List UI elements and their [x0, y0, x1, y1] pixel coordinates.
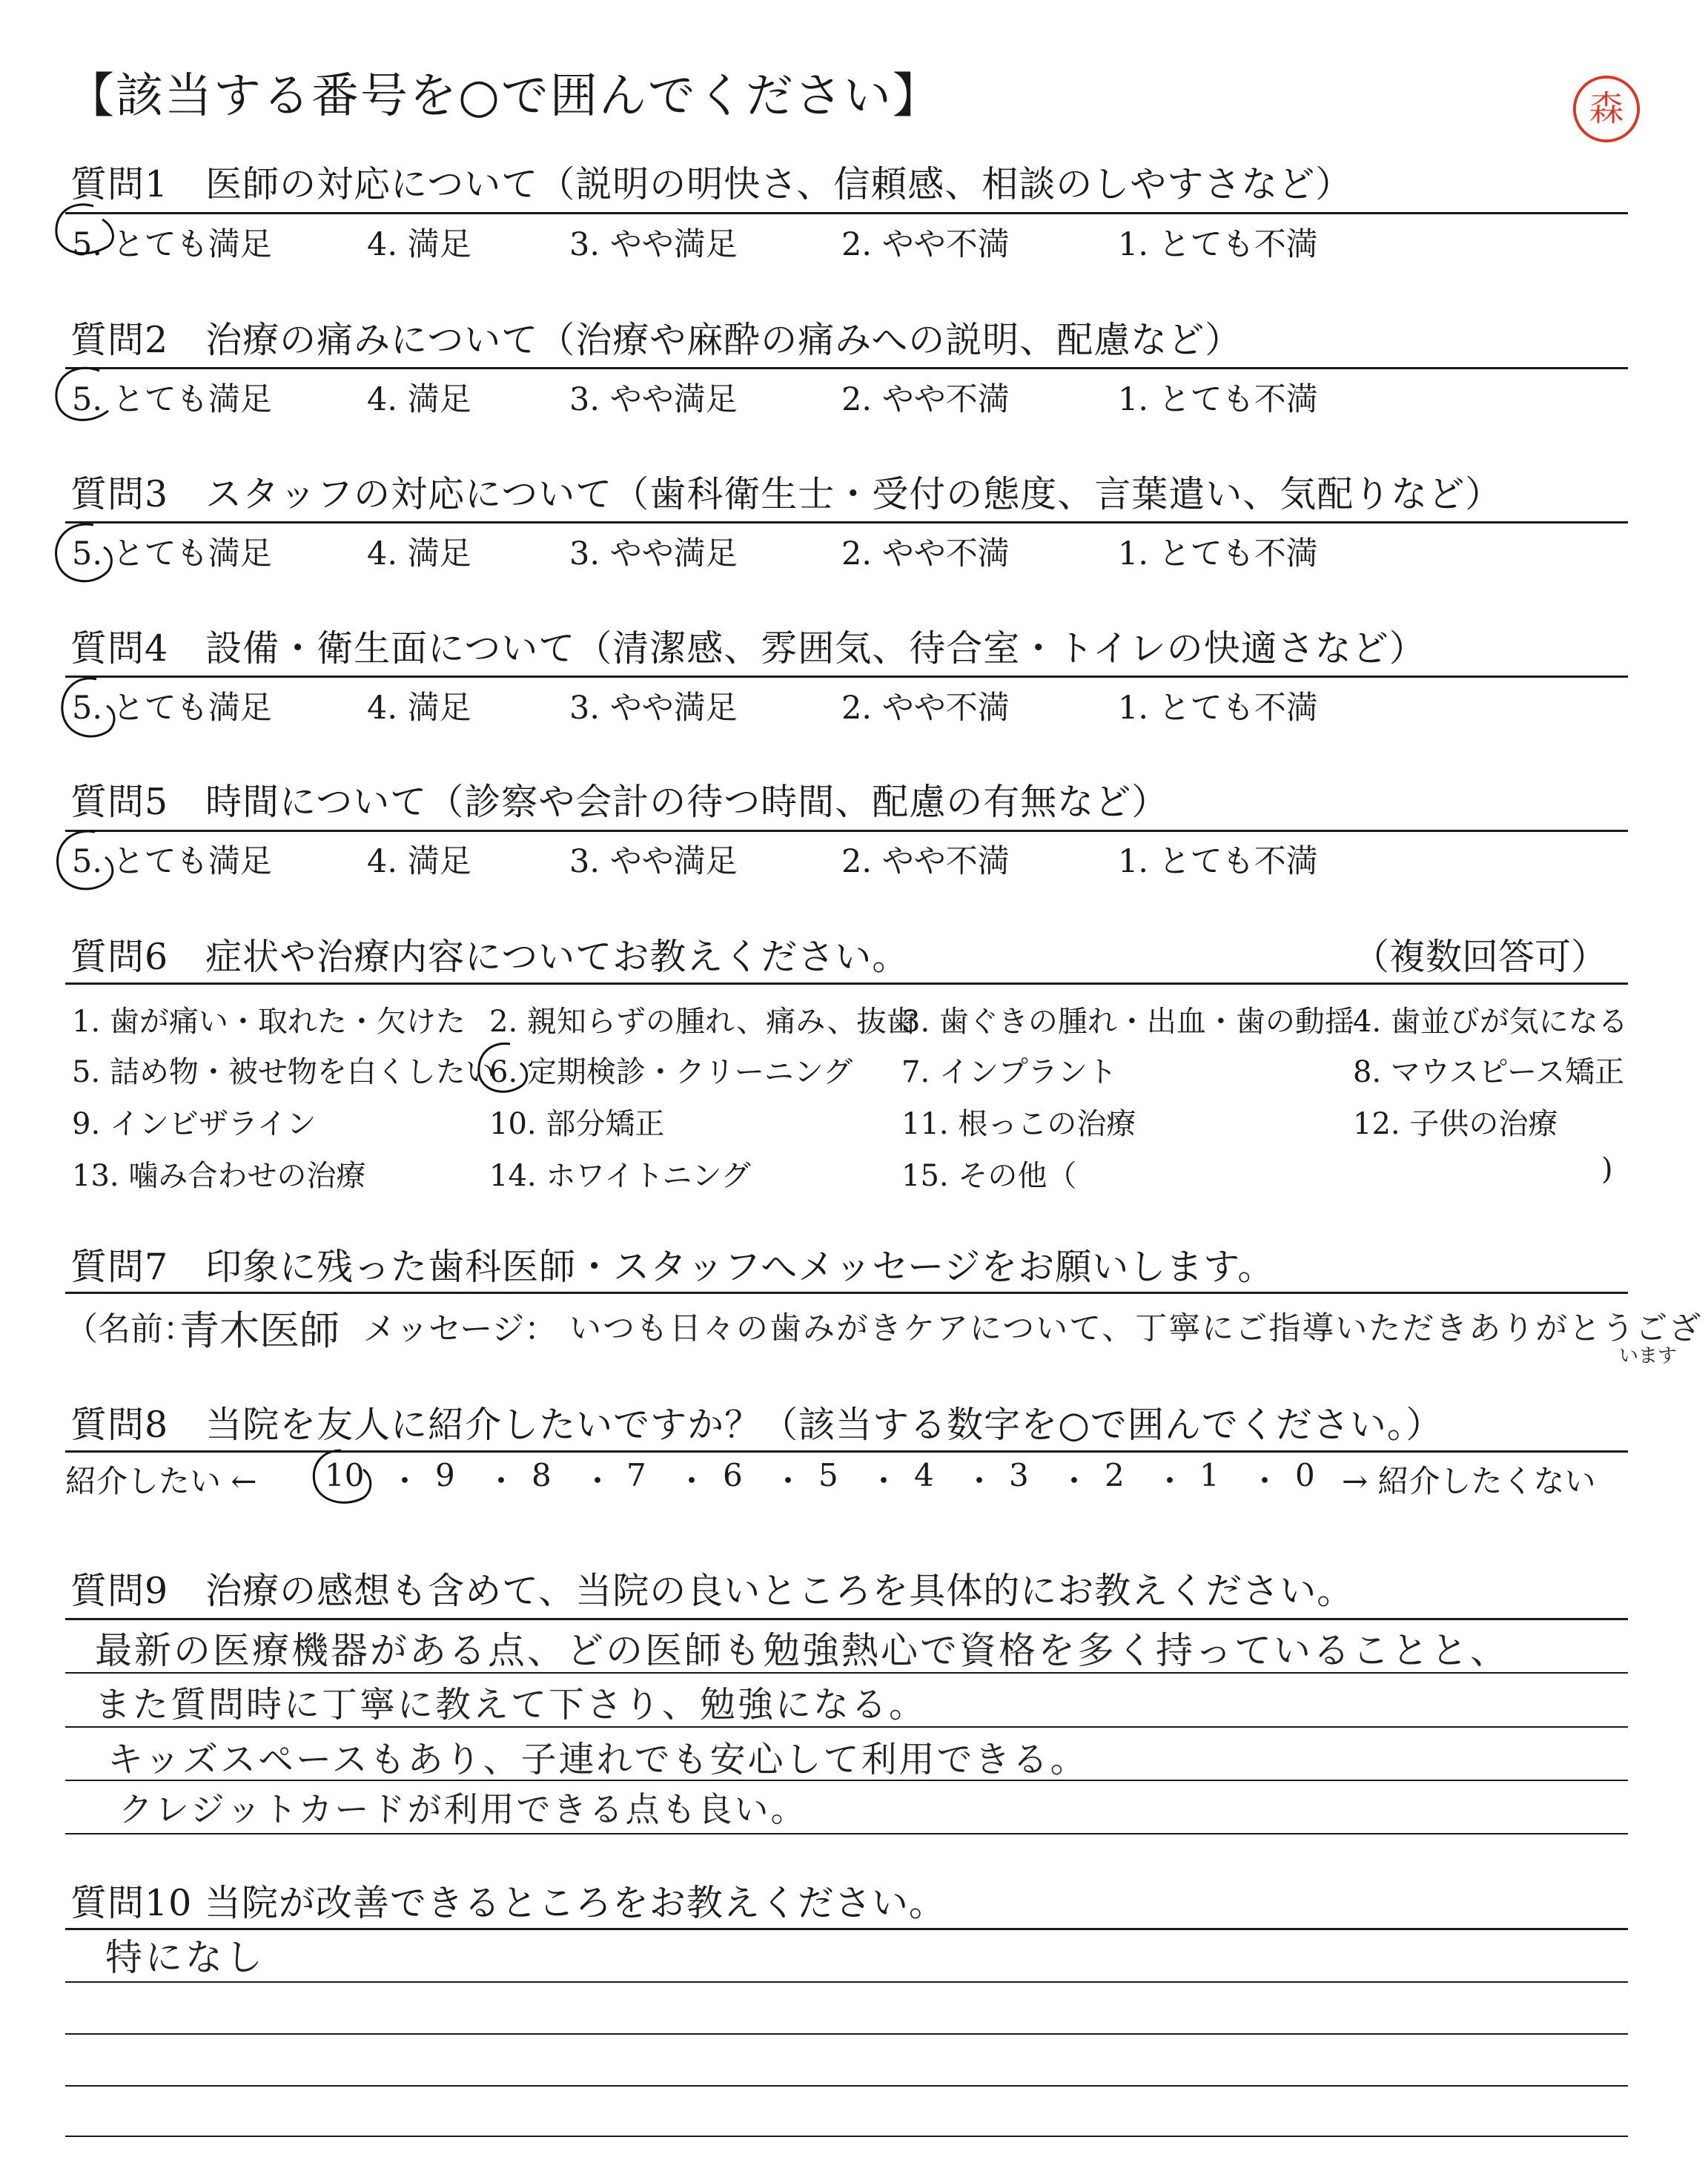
- q6-option-5[interactable]: 5. 詰め物・被せ物を白くしたい: [72, 1055, 495, 1089]
- q5-option-5[interactable]: 5. とても満足: [72, 843, 272, 880]
- q5-option-3[interactable]: 3. やや満足: [569, 843, 738, 880]
- q1-option-1[interactable]: 1. とても不満: [1118, 226, 1318, 263]
- q2-option-3[interactable]: 3. やや満足: [569, 381, 738, 418]
- q6-option-9[interactable]: 9. インビザライン: [72, 1107, 317, 1141]
- answer-line: [65, 1672, 1628, 1674]
- q7-message-handwritten[interactable]: いつも日々の歯みがきケアについて、丁寧にご指導いただきありがとうござ: [569, 1310, 1703, 1347]
- question-3-title: 質問3 スタッフの対応について（歯科衛生士・受付の態度、言葉遣い、気配りなど）: [70, 473, 1503, 515]
- question-5-title: 質問5 時間について（診察や会計の待つ時間、配慮の有無など）: [70, 781, 1169, 823]
- q8-right-label: → 紹介したくない: [1342, 1463, 1596, 1499]
- question-9-title: 質問9 治療の感想も含めて、当院の良いところを具体的にお教えください。: [70, 1570, 1354, 1612]
- q6-option-12[interactable]: 12. 子供の治療: [1353, 1107, 1558, 1141]
- q8-scale-dot: ・: [389, 1463, 421, 1499]
- q5-option-4[interactable]: 4. 満足: [367, 843, 471, 880]
- q1-option-4[interactable]: 4. 満足: [367, 226, 471, 263]
- q1-option-3[interactable]: 3. やや満足: [569, 226, 738, 263]
- answer-line: [65, 1780, 1628, 1781]
- q8-scale-9[interactable]: 9: [435, 1457, 455, 1493]
- question-2-title: 質問2 治療の痛みについて（治療や麻酔の痛みへの説明、配慮など）: [70, 319, 1242, 361]
- q6-multiple-answers-note: （複数回答可）: [1353, 936, 1608, 978]
- q6-option-11[interactable]: 11. 根っこの治療: [901, 1107, 1136, 1141]
- q8-scale-10[interactable]: 10: [325, 1457, 365, 1493]
- divider: [65, 367, 1628, 369]
- q6-option-14[interactable]: 14. ホワイトニング: [489, 1159, 751, 1193]
- q6-selection-circle: [473, 1038, 540, 1100]
- answer-line: [65, 2085, 1628, 2087]
- divider: [65, 830, 1628, 832]
- q6-option-3[interactable]: 3. 歯ぐきの腫れ・出血・歯の動揺: [901, 1005, 1354, 1039]
- q4-option-2[interactable]: 2. やや不満: [841, 690, 1010, 727]
- q5-option-1[interactable]: 1. とても不満: [1118, 843, 1318, 880]
- q6-option-8[interactable]: 8. マウスピース矯正: [1353, 1055, 1625, 1089]
- q6-option-7[interactable]: 7. インプラント: [901, 1055, 1117, 1089]
- divider: [65, 1928, 1628, 1930]
- q4-option-5[interactable]: 5. とても満足: [72, 690, 272, 727]
- q9-answer-line-2[interactable]: また質問時に丁寧に教えて下さり、勉強になる。: [95, 1684, 927, 1725]
- q8-scale-dot: ・: [1059, 1463, 1090, 1499]
- q8-scale-4[interactable]: 4: [914, 1457, 934, 1493]
- q6-option-13[interactable]: 13. 噛み合わせの治療: [72, 1159, 366, 1193]
- divider: [65, 212, 1628, 214]
- q4-option-3[interactable]: 3. やや満足: [569, 690, 738, 727]
- divider: [65, 521, 1628, 524]
- q1-option-5[interactable]: 5. とても満足: [72, 226, 272, 263]
- form-heading: 【該当する番号を○で囲んでください】: [67, 69, 941, 124]
- answer-line: [65, 1833, 1628, 1834]
- q6-option-2[interactable]: 2. 親知らずの腫れ、痛み、抜歯: [489, 1005, 916, 1039]
- q2-option-4[interactable]: 4. 満足: [367, 381, 471, 418]
- q8-scale-dot: ・: [1154, 1463, 1186, 1499]
- q7-message-label: メッセージ：: [363, 1310, 557, 1348]
- q8-scale-dot: ・: [964, 1463, 996, 1499]
- divider: [65, 1450, 1628, 1453]
- divider: [65, 1618, 1628, 1620]
- q1-option-2[interactable]: 2. やや不満: [841, 226, 1010, 263]
- divider: [65, 676, 1628, 678]
- q5-option-2[interactable]: 2. やや不満: [841, 843, 1010, 880]
- q6-option-15-close-paren: ): [1601, 1152, 1613, 1186]
- q3-option-2[interactable]: 2. やや不満: [841, 535, 1010, 572]
- answer-line: [65, 2033, 1628, 2035]
- q8-scale-5[interactable]: 5: [818, 1457, 838, 1493]
- q10-answer-line-1[interactable]: 特になし: [105, 1936, 265, 1979]
- q3-selection-circle: [47, 515, 129, 596]
- question-10-title: 質問10 当院が改善できるところをお教えください。: [70, 1882, 946, 1924]
- divider: [65, 982, 1628, 985]
- question-8-title: 質問8 当院を友人に紹介したいですか？（該当する数字を○で囲んでください。）: [70, 1404, 1443, 1446]
- q3-option-3[interactable]: 3. やや満足: [569, 535, 738, 572]
- q3-option-4[interactable]: 4. 満足: [367, 535, 471, 572]
- q8-scale-dot: ・: [676, 1463, 708, 1499]
- q8-scale-1[interactable]: 1: [1199, 1457, 1219, 1493]
- svg-text:森: 森: [1589, 88, 1624, 130]
- q8-scale-6[interactable]: 6: [723, 1457, 743, 1493]
- q6-option-10[interactable]: 10. 部分矯正: [489, 1107, 665, 1141]
- answer-line: [65, 2136, 1628, 2137]
- q4-selection-circle: [52, 669, 133, 750]
- q9-answer-line-4[interactable]: クレジットカードが利用できる点も良い。: [119, 1789, 807, 1829]
- q8-scale-dot: ・: [1249, 1463, 1281, 1499]
- q6-option-4[interactable]: 4. 歯並びが気になる: [1353, 1005, 1628, 1039]
- q6-option-1[interactable]: 1. 歯が痛い・取れた・欠けた: [72, 1005, 466, 1039]
- q8-left-label: 紹介したい ←: [65, 1463, 257, 1499]
- question-6-title: 質問6 症状や治療内容についてお教えください。: [70, 936, 910, 978]
- q8-scale-dot: ・: [486, 1463, 517, 1499]
- q2-option-5[interactable]: 5. とても満足: [72, 381, 272, 418]
- q2-selection-circle: [47, 359, 129, 433]
- q8-scale-3[interactable]: 3: [1009, 1457, 1029, 1493]
- answer-line: [65, 1981, 1628, 1983]
- q8-scale-dot: ・: [582, 1463, 614, 1499]
- q8-selection-circle: [305, 1443, 387, 1514]
- q8-scale-dot: ・: [772, 1463, 804, 1499]
- q2-option-2[interactable]: 2. やや不満: [841, 381, 1010, 418]
- q8-scale-2[interactable]: 2: [1105, 1457, 1125, 1493]
- q8-scale-8[interactable]: 8: [532, 1457, 552, 1493]
- q7-message-overflow: います: [1619, 1345, 1678, 1367]
- q3-option-1[interactable]: 1. とても不満: [1118, 535, 1318, 572]
- q4-option-4[interactable]: 4. 満足: [367, 690, 471, 727]
- question-7-title: 質問7 印象に残った歯科医師・スタッフへメッセージをお願いします。: [70, 1246, 1275, 1288]
- q2-option-1[interactable]: 1. とても不満: [1118, 381, 1318, 418]
- q3-option-5[interactable]: 5. とても満足: [72, 535, 272, 572]
- q4-option-1[interactable]: 1. とても不満: [1118, 690, 1318, 727]
- q1-selection-circle: [50, 197, 132, 264]
- q8-scale-7[interactable]: 7: [626, 1457, 646, 1493]
- q9-answer-line-1[interactable]: 最新の医療機器がある点、どの医師も勉強熱心で資格を多く持っていることと、: [95, 1629, 1509, 1672]
- question-4-title: 質問4 設備・衛生面について（清潔感、雰囲気、待合室・トイレの快適さなど）: [70, 627, 1426, 670]
- q9-answer-line-3[interactable]: キッズスペースもあり、子連れでも安心して利用できる。: [107, 1739, 1088, 1780]
- answer-line: [65, 1726, 1628, 1728]
- q5-selection-circle: [47, 822, 129, 903]
- q8-scale-0[interactable]: 0: [1295, 1457, 1315, 1493]
- q6-option-15[interactable]: 15. その他（: [901, 1159, 1077, 1193]
- q6-option-6[interactable]: 6. 定期検診・クリーニング: [489, 1055, 853, 1089]
- question-1-title: 質問1 医師の対応について（説明の明快さ、信頼感、相談のしやすさなど）: [70, 163, 1353, 205]
- q7-name-label: （名前：: [65, 1310, 196, 1348]
- divider: [65, 1292, 1628, 1294]
- q8-scale-dot: ・: [868, 1463, 900, 1499]
- q7-name-handwritten[interactable]: 青木医師: [179, 1307, 340, 1354]
- clinic-seal-stamp: [1570, 73, 1643, 145]
